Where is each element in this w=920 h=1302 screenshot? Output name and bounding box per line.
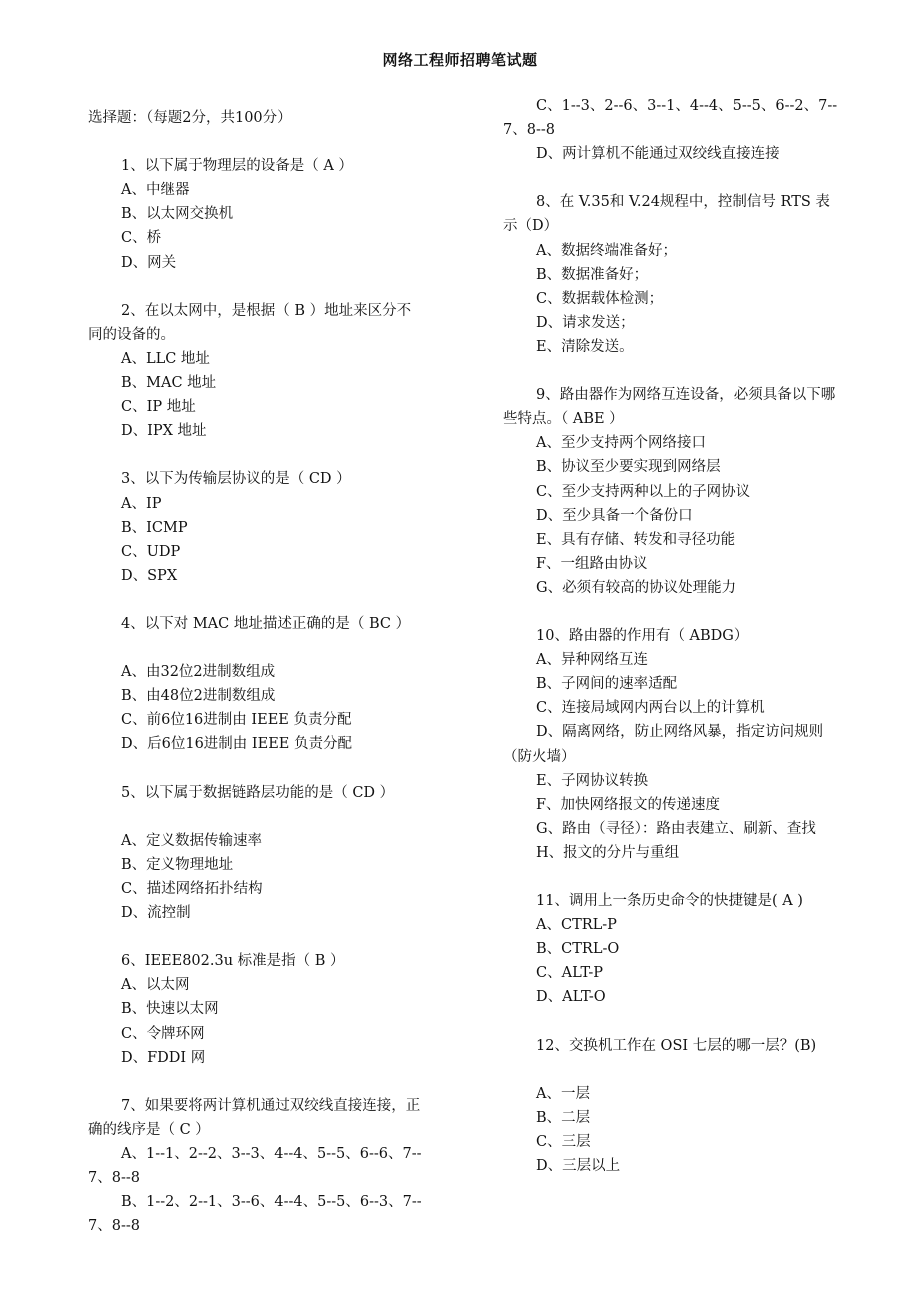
answer-option: G、路由（寻径）：路由表建立、刷新、查找 xyxy=(536,820,816,837)
blank-line xyxy=(503,1058,838,1082)
answer-option: D、FDDI 网 xyxy=(121,1049,206,1066)
answer-option: D、隔离网络，防止网络风暴，指定访问规则（防火墙） xyxy=(503,724,824,765)
answer-option: B、以太网交换机 xyxy=(121,206,234,223)
answer-option: C、数据载体检测； xyxy=(536,290,664,307)
section-header: 选择题：（每题2分，共100分） xyxy=(88,110,292,126)
question-block xyxy=(88,781,423,926)
answer-option: C、连接局域网内两台以上的计算机 xyxy=(536,700,765,717)
question-block xyxy=(503,889,838,1009)
answer-option: D、请求发送； xyxy=(536,314,635,331)
right-column xyxy=(503,94,838,1178)
answer-option: B、定义物理地址 xyxy=(121,856,234,873)
question-stem: 5、以下属于数据链路层功能的是（ CD ） xyxy=(121,784,395,801)
question-stem: 3、以下为传输层协议的是（ CD ） xyxy=(121,471,351,488)
answer-option: B、二层 xyxy=(536,1109,591,1126)
question-block xyxy=(88,467,423,587)
question-block xyxy=(88,1094,423,1239)
answer-option: D、网关 xyxy=(121,254,177,271)
answer-option: A、CTRL-P xyxy=(536,917,617,934)
question-stem: 6、IEEE802.3u 标准是指（ B ） xyxy=(121,953,345,970)
answer-option: C、前6位16进制由 IEEE 负责分配 xyxy=(121,712,352,729)
answer-option: F、一组路由协议 xyxy=(536,555,648,572)
question-stem: 12、交换机工作在 OSI 七层的哪一层？(B) xyxy=(536,1037,817,1054)
answer-option: C、至少支持两种以上的子网协议 xyxy=(536,483,751,500)
left-column xyxy=(88,106,423,1238)
answer-option: B、快速以太网 xyxy=(121,1001,219,1018)
answer-option: C、令牌环网 xyxy=(121,1025,205,1042)
answer-option: E、清除发送。 xyxy=(536,338,634,355)
answer-option: B、协议至少要实现到网络层 xyxy=(536,459,721,476)
answer-option: G、必须有较高的协议处理能力 xyxy=(536,579,737,596)
answer-option: F、加快网络报文的传递速度 xyxy=(536,796,721,813)
answer-option: C、UDP xyxy=(121,543,181,560)
answer-option: A、数据终端准备好； xyxy=(536,242,677,259)
question-stem: 2、在以太网中，是根据（ B ）地址来区分不同的设备的。 xyxy=(88,302,412,343)
answer-option: C、IP 地址 xyxy=(121,399,196,416)
answer-option: C、ALT-P xyxy=(536,965,603,982)
answer-option: D、三层以上 xyxy=(536,1158,621,1175)
question-block xyxy=(503,1034,838,1179)
answer-option: A、以太网 xyxy=(121,977,190,994)
answer-option: D、后6位16进制由 IEEE 负责分配 xyxy=(121,736,353,753)
question-stem: 8、在 V.35和 V.24规程中，控制信号 RTS 表示（D） xyxy=(503,194,830,235)
question-stem: 4、以下对 MAC 地址描述正确的是（ BC ） xyxy=(121,615,411,632)
answer-option: D、SPX xyxy=(121,567,178,584)
answer-option: D、流控制 xyxy=(121,905,191,922)
answer-option: C、桥 xyxy=(121,230,162,247)
answer-option: B、子网间的速率适配 xyxy=(536,676,678,693)
question-block xyxy=(503,624,838,865)
question-block xyxy=(88,154,423,274)
question-stem: 1、以下属于物理层的设备是（ A ） xyxy=(121,158,353,175)
blank-line xyxy=(88,636,423,660)
answer-option: A、一层 xyxy=(536,1085,590,1102)
answer-option: A、至少支持两个网络接口 xyxy=(536,435,706,452)
left-question-list xyxy=(88,154,423,1238)
answer-option: E、子网协议转换 xyxy=(536,772,649,789)
answer-option: A、LLC 地址 xyxy=(121,350,210,367)
question-block xyxy=(88,949,423,1069)
question-block xyxy=(88,612,423,757)
answer-option: B、MAC 地址 xyxy=(121,375,217,392)
answer-option: H、报文的分片与重组 xyxy=(536,844,680,861)
answer-option: D、至少具备一个备份口 xyxy=(536,507,693,524)
answer-option: B、数据准备好； xyxy=(536,266,649,283)
question-block xyxy=(88,299,423,444)
question-stem: 11、调用上一条历史命令的快捷键是( A ) xyxy=(536,893,803,910)
answer-option: E、具有存储、转发和寻径功能 xyxy=(536,531,736,548)
answer-option: A、IP xyxy=(121,495,162,512)
right-question-list xyxy=(503,94,838,1178)
answer-option: A、异种网络互连 xyxy=(536,652,648,669)
answer-option: B、CTRL-O xyxy=(536,941,620,958)
answer-option: D、IPX 地址 xyxy=(121,423,207,440)
question-block xyxy=(503,94,838,166)
question-stem: 7、如果要将两计算机通过双绞线直接连接，正确的线序是（ C ） xyxy=(88,1097,421,1138)
answer-option: D、ALT-O xyxy=(536,989,606,1006)
document-title: 网络工程师招聘笔试题 xyxy=(382,51,538,69)
answer-option: C、三层 xyxy=(536,1134,591,1151)
question-block xyxy=(503,383,838,600)
question-stem: 10、路由器的作用有（ ABDG） xyxy=(536,628,749,645)
answer-option: C、描述网络拓扑结构 xyxy=(121,881,263,897)
answer-option: B、1--2、2--1、3--6、4--4、5--5、6--3、7--7、8--8 xyxy=(88,1194,422,1235)
question-block xyxy=(503,190,838,359)
answer-option: B、由48位2进制数组成 xyxy=(121,688,276,705)
answer-option: A、中继器 xyxy=(121,182,190,199)
answer-option: D、两计算机不能通过双绞线直接连接 xyxy=(536,146,780,163)
answer-option: A、由32位2进制数组成 xyxy=(121,664,276,681)
answer-option: A、定义数据传输速率 xyxy=(121,832,262,849)
answer-option: B、ICMP xyxy=(121,519,188,536)
blank-line xyxy=(88,805,423,829)
answer-option: C、1--3、2--6、3--1、4--4、5--5、6--2、7--7、8--8 xyxy=(503,98,838,139)
answer-option: A、1--1、2--2、3--3、4--4、5--5、6--6、7--7、8--8 xyxy=(88,1146,422,1187)
question-stem: 9、路由器作为网络互连设备，必须具备以下哪些特点。（ ABE ） xyxy=(503,387,836,428)
